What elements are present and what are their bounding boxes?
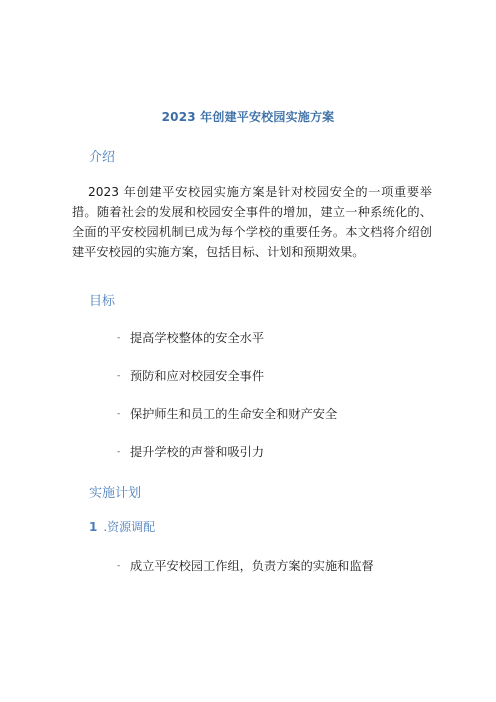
document-title: 2023 年创建平安校园实施方案 (161, 110, 335, 124)
plan-heading: 实施计划 (89, 486, 142, 501)
intro-paragraph: 2023 年创建平安校园实施方案是针对校园安全的一项重要举措。随着社会的发展和校园安全事件的增加，建立一种系统化的、全面的平安校园机制已成为每个学校的重要任务。本文档将介绍创建平安校园的实施方案，包括目标、计划和预期效果。 (72, 185, 432, 259)
bullet-marker: - (117, 561, 121, 571)
goal-item-text: 提升学校的声誉和吸引力 (130, 445, 265, 459)
goals-heading: 目标 (89, 294, 116, 309)
bullet-marker: - (117, 333, 121, 343)
goal-item-text: 预防和应对校园安全事件 (130, 369, 265, 383)
bullet-marker: - (117, 371, 121, 381)
plan-item-text: 成立平安校园工作组，负责方案的实施和监督 (130, 559, 374, 573)
subsection-number: 1 (89, 520, 98, 534)
subsection-heading (89, 518, 155, 535)
goal-item-text: 提高学校整体的安全水平 (130, 331, 265, 345)
bullet-marker: - (117, 409, 121, 419)
subsection-title: .资源调配 (103, 520, 156, 534)
goal-item-text: 保护师生和员工的生命安全和财产安全 (130, 407, 338, 421)
intro-heading: 介绍 (89, 150, 116, 165)
bullet-marker: - (117, 447, 121, 457)
